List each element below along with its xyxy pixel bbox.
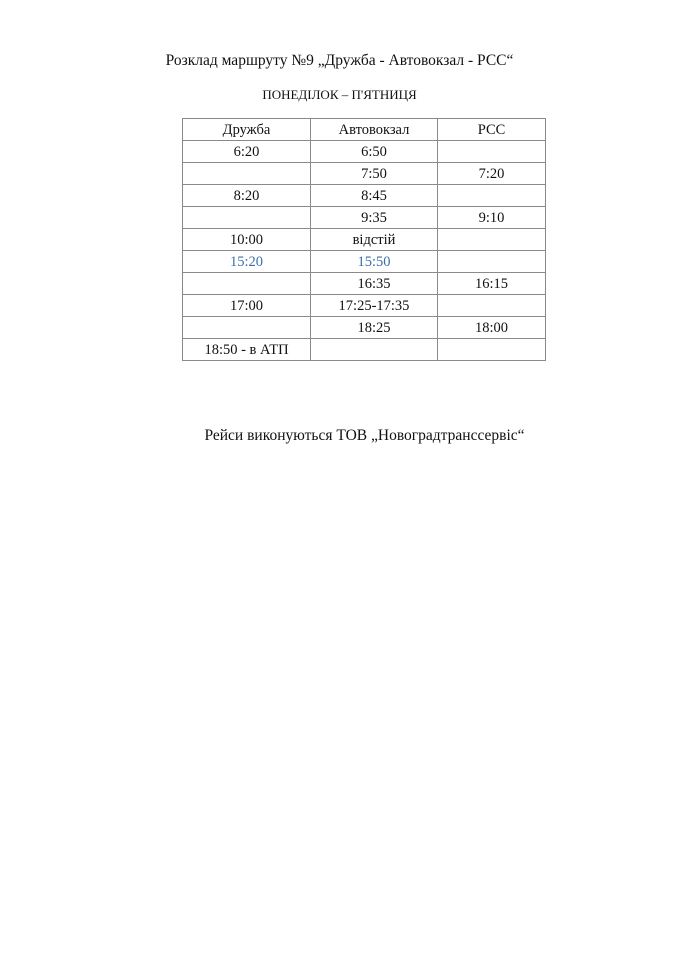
cell-avtovokzal: 7:50 — [311, 163, 438, 185]
cell-avtovokzal: 9:35 — [311, 207, 438, 229]
cell-druzhba — [183, 317, 311, 339]
table-row — [183, 317, 546, 339]
cell-rss — [438, 251, 546, 273]
cell-druzhba: 10:00 — [183, 229, 311, 251]
cell-rss: 7:20 — [438, 163, 546, 185]
table-row — [183, 207, 546, 229]
column-header-avtovokzal: Автовокзал — [311, 119, 438, 141]
cell-avtovokzal: 6:50 — [311, 141, 438, 163]
table-row-highlighted — [183, 251, 546, 273]
cell-avtovokzal: 16:35 — [311, 273, 438, 295]
cell-rss: 18:00 — [438, 317, 546, 339]
cell-druzhba: 17:00 — [183, 295, 311, 317]
cell-avtovokzal: відстій — [311, 229, 438, 251]
cell-druzhba — [183, 207, 311, 229]
table-row — [183, 295, 546, 317]
table-row — [183, 141, 546, 163]
table-row — [183, 163, 546, 185]
cell-druzhba: 18:50 - в АТП — [183, 339, 311, 361]
column-header-rss: РСС — [438, 119, 546, 141]
page-title: Розклад маршруту №9 „Дружба - Автовокзал - РСС“ — [165, 52, 514, 69]
cell-rss — [438, 229, 546, 251]
cell-avtovokzal: 15:50 — [311, 251, 438, 273]
table-row — [183, 273, 546, 295]
cell-druzhba: 15:20 — [183, 251, 311, 273]
column-header-druzhba: Дружба — [183, 119, 311, 141]
table-row — [183, 339, 546, 361]
table-row — [183, 229, 546, 251]
cell-avtovokzal — [311, 339, 438, 361]
cell-avtovokzal: 8:45 — [311, 185, 438, 207]
cell-druzhba — [183, 163, 311, 185]
cell-rss: 9:10 — [438, 207, 546, 229]
cell-druzhba — [183, 273, 311, 295]
operator-note: Рейси виконуються ТОВ „Новоградтранссервіс“ — [204, 427, 525, 444]
cell-avtovokzal: 18:25 — [311, 317, 438, 339]
table-row — [183, 185, 546, 207]
cell-druzhba: 8:20 — [183, 185, 311, 207]
cell-rss — [438, 185, 546, 207]
schedule-table — [182, 118, 546, 361]
cell-avtovokzal: 17:25-17:35 — [311, 295, 438, 317]
cell-rss — [438, 295, 546, 317]
cell-rss: 16:15 — [438, 273, 546, 295]
cell-druzhba: 6:20 — [183, 141, 311, 163]
days-subtitle: ПОНЕДІЛОК – П'ЯТНИЦЯ — [262, 87, 417, 102]
cell-rss — [438, 141, 546, 163]
cell-rss — [438, 339, 546, 361]
table-header-row — [183, 119, 546, 141]
